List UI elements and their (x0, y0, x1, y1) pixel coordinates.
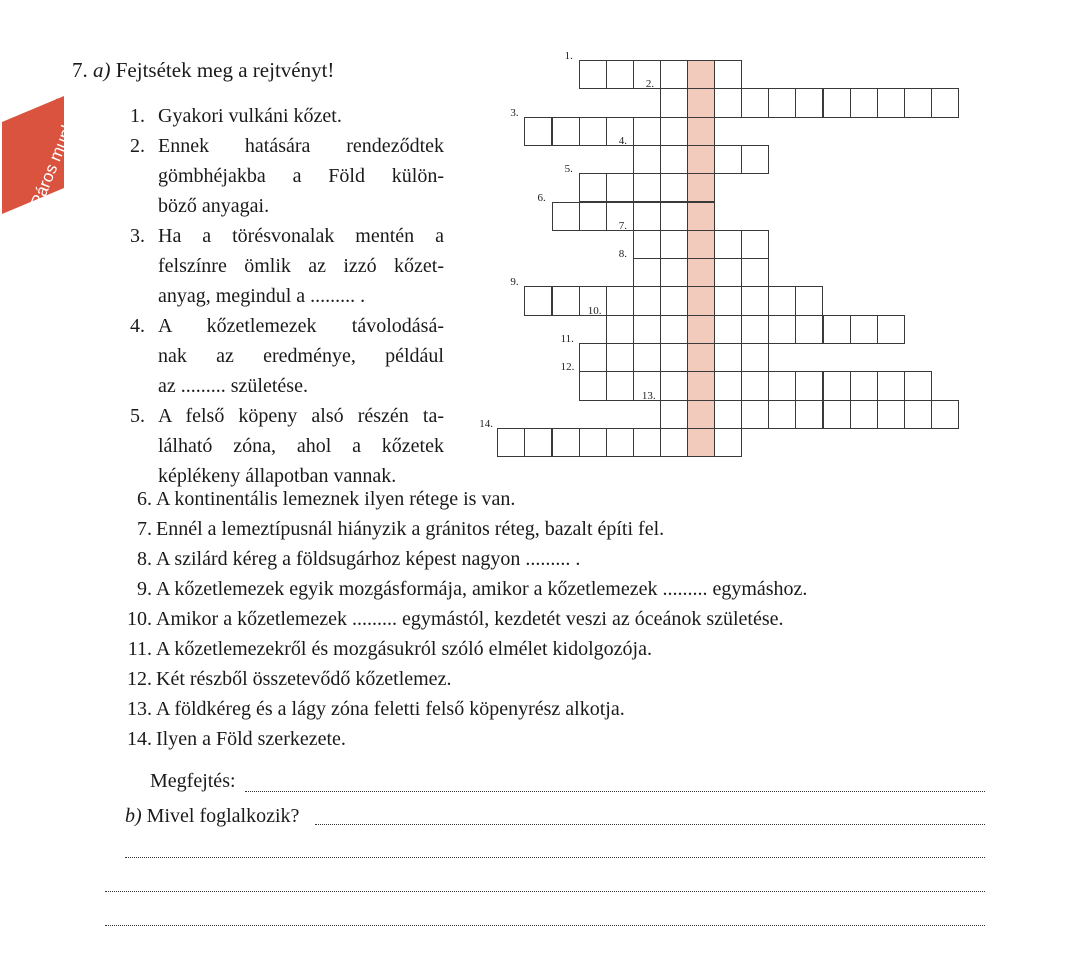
crossword-row-number: 6. (537, 191, 546, 204)
crossword-cell[interactable] (579, 173, 607, 202)
crossword-cell[interactable] (714, 286, 742, 315)
clue-text-line: Ha a törésvonalak mentén a (158, 225, 444, 247)
crossword-cell[interactable] (633, 117, 661, 146)
clue-text-line: gömbhéjakba a Föld külön- (158, 165, 444, 187)
crossword-row-number: 4. (618, 134, 628, 147)
clue-number: 1. (130, 105, 145, 127)
crossword-cell[interactable] (823, 371, 851, 400)
clue-text-line: nak az eredménye, például (158, 345, 444, 367)
crossword-row-number: 7. (618, 219, 628, 232)
crossword-cell[interactable] (795, 315, 823, 344)
crossword-cell[interactable] (741, 145, 769, 174)
crossword-cell[interactable] (633, 343, 661, 372)
crossword-cell[interactable] (606, 60, 634, 89)
crossword-cell[interactable] (606, 371, 634, 400)
clue-10 (120, 604, 1020, 634)
clue-5 (130, 401, 444, 491)
crossword-key-cell[interactable] (687, 315, 715, 344)
crossword-key-cell[interactable] (687, 88, 715, 117)
clue-2 (130, 131, 444, 221)
clue-text: A kontinentális lemeznek ilyen rétege is van. (156, 488, 516, 510)
clue-6 (120, 484, 1020, 514)
crossword-cell[interactable] (579, 286, 607, 315)
clue-9 (120, 574, 1020, 604)
clue-number: 13. (127, 698, 152, 720)
crossword-cell[interactable] (552, 202, 580, 231)
crossword-cell[interactable] (552, 117, 580, 146)
crossword-cell[interactable] (768, 315, 796, 344)
crossword-cell[interactable] (660, 286, 688, 315)
crossword-cell[interactable] (579, 343, 607, 372)
crossword-cell[interactable] (633, 202, 661, 231)
clue-number: 12. (127, 668, 152, 690)
crossword-row-number: 8. (618, 248, 628, 261)
crossword-cell[interactable] (714, 230, 742, 259)
crossword-row-number: 9. (510, 276, 519, 289)
clue-1 (130, 101, 444, 131)
part-b-question (125, 805, 299, 828)
clue-number: 5. (130, 405, 145, 427)
crossword-row-number: 14. (479, 417, 494, 430)
crossword-key-cell[interactable] (687, 428, 715, 457)
crossword-cell[interactable] (823, 400, 851, 429)
clue-number: 11. (127, 638, 152, 660)
crossword-cell[interactable] (552, 428, 580, 457)
clue-number: 2. (130, 135, 145, 157)
clue-text-line: képlékeny állapotban vannak. (158, 465, 397, 487)
clue-number: 3. (130, 225, 145, 247)
clue-text: A földkéreg és a lágy zóna feletti felső köpenyrész alkotja. (156, 698, 625, 720)
crossword-row-number: 5. (564, 163, 573, 176)
clue-text: Amikor a kőzetlemezek ......... egymástól, kezdetét veszi az óceánok születése. (156, 608, 784, 630)
pair-work-tag (0, 96, 83, 214)
crossword-cell[interactable] (795, 371, 823, 400)
clue-8 (120, 544, 1020, 574)
crossword-key-cell[interactable] (687, 230, 715, 259)
crossword-cell[interactable] (741, 230, 769, 259)
crossword-row-number: 12. (560, 361, 575, 374)
crossword-row-number: 11. (560, 333, 574, 345)
part-a-title: Fejtsétek meg a rejtvényt! (115, 58, 335, 82)
clues-left-column (130, 101, 444, 491)
crossword-key-cell[interactable] (687, 371, 715, 400)
crossword-cell[interactable] (660, 343, 688, 372)
clue-3 (130, 221, 444, 311)
crossword-cell[interactable] (660, 315, 688, 344)
crossword-cell[interactable] (660, 145, 688, 174)
crossword-cell[interactable] (633, 286, 661, 315)
part-b-text: Mivel foglalkozik? (146, 805, 300, 827)
crossword-key-cell[interactable] (687, 145, 715, 174)
clue-text: A szilárd kéreg a földsugárhoz képest nagyon ......... . (156, 548, 581, 570)
crossword-cell[interactable] (633, 230, 661, 259)
crossword-cell[interactable] (931, 400, 959, 429)
crossword-cell[interactable] (660, 400, 688, 429)
answer-line-3[interactable] (105, 891, 985, 892)
clue-4 (130, 311, 444, 401)
crossword-cell[interactable] (497, 428, 525, 457)
clue-text: A kőzetlemezekről és mozgásukról szóló elmélet kidolgozója. (156, 638, 652, 660)
crossword-cell[interactable] (606, 315, 634, 344)
crossword-cell[interactable] (714, 145, 742, 174)
clue-text: Ennél a lemeztípusnál hiányzik a gránitos réteg, bazalt építi fel. (156, 518, 665, 540)
exercise-number: 7. (72, 58, 88, 82)
crossword-cell[interactable] (904, 371, 932, 400)
solution-line[interactable] (245, 791, 985, 792)
crossword-key-cell[interactable] (687, 286, 715, 315)
crossword-cell[interactable] (795, 88, 823, 117)
crossword-cell[interactable] (714, 88, 742, 117)
crossword-cell[interactable] (606, 343, 634, 372)
crossword-cell[interactable] (633, 371, 661, 400)
crossword-key-cell[interactable] (687, 400, 715, 429)
part-a-letter: a) (93, 58, 111, 82)
clue-number: 9. (137, 578, 152, 600)
crossword-row-number: 13. (641, 389, 656, 402)
crossword-cell[interactable] (660, 258, 688, 287)
crossword-cell[interactable] (795, 400, 823, 429)
clue-12 (120, 664, 1020, 694)
crossword-cell[interactable] (714, 428, 742, 457)
clue-text-line: felszínre ömlik az izzó kőzet- (158, 255, 444, 277)
crossword-cell[interactable] (714, 343, 742, 372)
crossword-cell[interactable] (741, 258, 769, 287)
crossword-cell[interactable] (579, 117, 607, 146)
crossword-row-number: 10. (587, 304, 602, 317)
crossword-cell[interactable] (795, 286, 823, 315)
crossword-cell[interactable] (606, 202, 634, 231)
crossword-cell[interactable] (579, 428, 607, 457)
crossword-cell[interactable] (606, 117, 634, 146)
clue-14 (120, 724, 1020, 754)
crossword-cell[interactable] (904, 400, 932, 429)
crossword-cell[interactable] (633, 428, 661, 457)
crossword-key-cell[interactable] (687, 202, 715, 231)
part-b-letter: b) (125, 805, 142, 827)
clue-11 (120, 634, 1020, 664)
answer-line-2[interactable] (125, 857, 985, 858)
crossword-cell[interactable] (633, 145, 661, 174)
crossword-cell[interactable] (660, 230, 688, 259)
crossword-cell[interactable] (660, 202, 688, 231)
crossword-cell[interactable] (714, 400, 742, 429)
crossword-cell[interactable] (606, 428, 634, 457)
crossword-key-cell[interactable] (687, 343, 715, 372)
crossword-cell[interactable] (579, 371, 607, 400)
crossword-cell[interactable] (823, 88, 851, 117)
clue-text-line: A kőzetlemezek távolodásá- (158, 315, 444, 337)
crossword-cell[interactable] (931, 88, 959, 117)
crossword-cell[interactable] (741, 343, 769, 372)
crossword-cell[interactable] (850, 400, 878, 429)
clue-number: 10. (127, 608, 152, 630)
crossword-cell[interactable] (768, 371, 796, 400)
crossword-cell[interactable] (633, 60, 661, 89)
clue-text: A kőzetlemezek egyik mozgásformája, amikor a kőzetlemezek ......... egymáshoz. (156, 578, 808, 600)
clue-text-line: A felső köpeny alsó részén ta- (158, 405, 444, 427)
crossword-cell[interactable] (877, 315, 905, 344)
clue-number: 6. (137, 488, 152, 510)
clue-text: Ilyen a Föld szerkezete. (156, 728, 346, 750)
crossword-cell[interactable] (741, 400, 769, 429)
crossword-row-number: 3. (510, 106, 519, 119)
crossword-cell[interactable] (714, 60, 742, 89)
crossword-key-cell[interactable] (687, 60, 715, 89)
tag-dot (55, 99, 62, 106)
crossword-cell[interactable] (524, 428, 552, 457)
crossword-cell[interactable] (714, 371, 742, 400)
clue-text-line: az ......... születése. (158, 375, 308, 397)
clue-7 (120, 514, 1020, 544)
clue-13 (120, 694, 1020, 724)
crossword-cell[interactable] (660, 428, 688, 457)
clue-text-line: lálható zóna, ahol a kőzetek (158, 435, 444, 457)
clue-number: 7. (137, 518, 152, 540)
crossword-cell[interactable] (660, 60, 688, 89)
clue-text-line: Ennek hatására rendeződtek (158, 135, 444, 157)
exercise-title (72, 58, 334, 83)
crossword-cell[interactable] (714, 315, 742, 344)
crossword-cell[interactable] (741, 286, 769, 315)
crossword-cell[interactable] (579, 60, 607, 89)
crossword-cell[interactable] (660, 88, 688, 117)
crossword-cell[interactable] (768, 400, 796, 429)
crossword-row-number: 1. (564, 50, 573, 62)
crossword-cell[interactable] (850, 371, 878, 400)
answer-line-1[interactable] (315, 824, 985, 825)
clue-number: 4. (130, 315, 145, 337)
answer-line-4[interactable] (105, 925, 985, 926)
crossword-cell[interactable] (660, 117, 688, 146)
crossword-cell[interactable] (850, 88, 878, 117)
crossword-cell[interactable] (633, 315, 661, 344)
crossword-row-number: 2. (645, 78, 655, 91)
crossword-cell[interactable] (524, 117, 552, 146)
crossword-key-cell[interactable] (687, 117, 715, 146)
crossword-cell[interactable] (877, 371, 905, 400)
crossword-cell[interactable] (877, 400, 905, 429)
crossword-cell[interactable] (741, 88, 769, 117)
crossword-cell[interactable] (660, 371, 688, 400)
crossword-cell[interactable] (524, 286, 552, 315)
tag-label: Páros munka (27, 109, 83, 210)
clue-number: 8. (137, 548, 152, 570)
crossword-cell[interactable] (660, 173, 688, 202)
crossword-cell[interactable] (579, 202, 607, 231)
crossword-cell[interactable] (768, 88, 796, 117)
crossword-cell[interactable] (850, 315, 878, 344)
crossword-cell[interactable] (741, 371, 769, 400)
crossword-cell[interactable] (606, 286, 634, 315)
crossword-key-cell[interactable] (687, 258, 715, 287)
clues-bottom-list (120, 484, 1020, 754)
crossword-cell[interactable] (768, 286, 796, 315)
crossword-cell[interactable] (741, 315, 769, 344)
crossword-cell[interactable] (633, 173, 661, 202)
clue-number: 14. (127, 728, 152, 750)
crossword-cell[interactable] (904, 88, 932, 117)
clue-text-line: böző anyagai. (158, 195, 270, 217)
crossword-key-cell[interactable] (687, 173, 715, 202)
crossword-cell[interactable] (823, 315, 851, 344)
clue-text-line: anyag, megindul a ......... . (158, 285, 366, 307)
crossword-cell[interactable] (877, 88, 905, 117)
crossword-cell[interactable] (552, 286, 580, 315)
solution-label: Megfejtés: (150, 770, 236, 792)
crossword-cell[interactable] (714, 258, 742, 287)
clue-text-line: Gyakori vulkáni kőzet. (158, 105, 342, 127)
crossword-cell[interactable] (633, 258, 661, 287)
clue-text: Két részből összetevődő kőzetlemez. (156, 668, 452, 690)
crossword-cell[interactable] (606, 173, 634, 202)
